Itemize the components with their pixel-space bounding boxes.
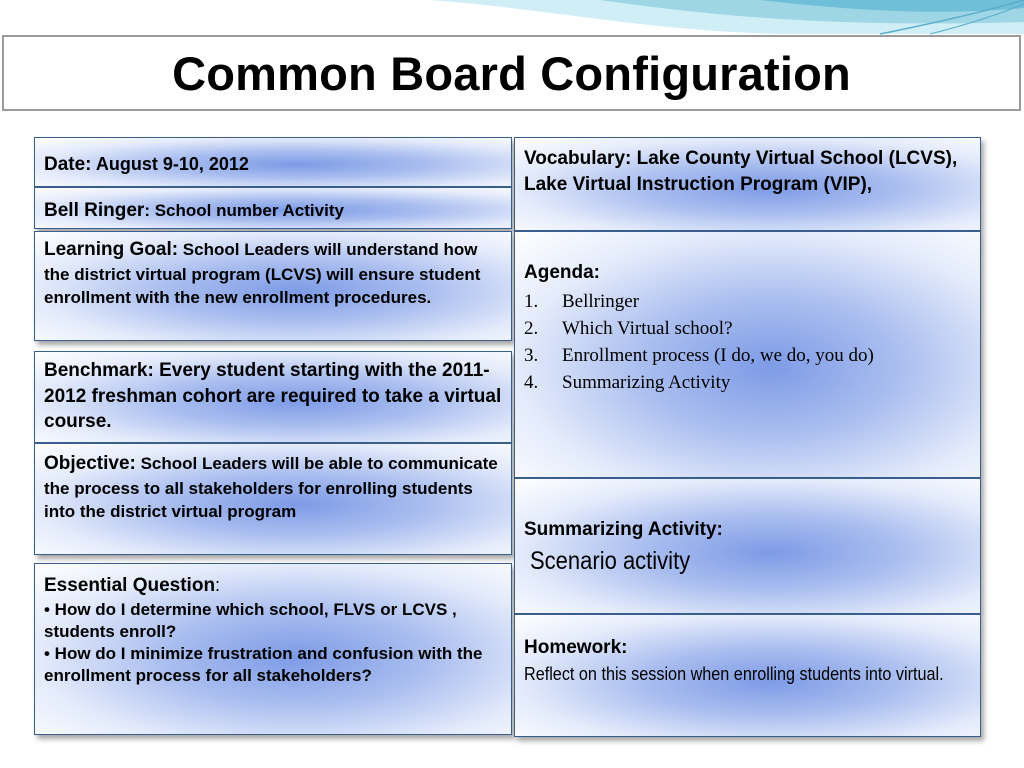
benchmark-box [34, 351, 512, 443]
learning-goal-box [34, 231, 512, 341]
page-title: Common Board Configuration [172, 46, 851, 100]
objective-box [34, 443, 512, 555]
objective-label: Objective: [44, 453, 136, 474]
header-swoosh-decoration [0, 0, 1024, 40]
vocabulary-label: Vocabulary: [524, 148, 632, 169]
summarizing-activity-value: Scenario activity [530, 546, 691, 575]
learning-goal-label: Learning Goal: [44, 239, 179, 260]
essential-question-colon: : [215, 575, 221, 595]
summarizing-activity-box [514, 478, 981, 614]
vocabulary-value: Lake County Virtual School (LCVS), Lake Virtual Instruction Program (VIP), [524, 148, 958, 195]
agenda-item-text: Enrollment process (I do, we do, you do) [562, 344, 874, 366]
agenda-item [524, 370, 972, 397]
essential-question-label: Essential Question [44, 575, 216, 596]
benchmark-value: Every student starting with the 2011-2012 freshman cohort are required to take a virtual course. [44, 360, 502, 433]
learning-goal-value: School Leaders will understand how the district virtual program (LCVS) will ensure student enrollment with the new enrollment procedures. [44, 240, 481, 308]
homework-label: Homework: [524, 637, 628, 658]
bell-ringer-box [34, 187, 512, 229]
agenda-item-number: 3. [524, 344, 539, 366]
objective-value: School Leaders will be able to communicate the process to all stakeholders for enrolling students into the district virtual program [44, 454, 498, 522]
date-label: Date: [44, 154, 92, 175]
agenda-label: Agenda: [524, 262, 600, 283]
summarizing-activity-label: Summarizing Activity: [524, 519, 723, 540]
essential-question-bullet: • How do I minimize frustration and confusion with the enrollment process for all stakeholders? [44, 643, 483, 685]
agenda-item-text: Bellringer [562, 290, 640, 312]
homework-box [514, 614, 981, 737]
agenda-item [524, 316, 972, 343]
agenda-item [524, 289, 972, 316]
date-box [34, 137, 512, 187]
bell-ringer-value: : School number Activity [144, 201, 344, 220]
agenda-item-text: Which Virtual school? [562, 317, 733, 339]
bell-ringer-label: Bell Ringer [44, 200, 145, 221]
agenda-item-number: 4. [524, 371, 539, 393]
essential-question-bullet: • How do I determine which school, FLVS or LCVS , students enroll? [44, 599, 457, 641]
title-bar [2, 35, 1021, 111]
vocabulary-box [514, 137, 981, 231]
agenda-item [524, 343, 972, 370]
homework-value: Reflect on this session when enrolling students into virtual. [524, 663, 944, 684]
agenda-item-number: 2. [524, 317, 539, 339]
date-value: August 9-10, 2012 [91, 154, 249, 174]
essential-question-box [34, 563, 512, 735]
agenda-box [514, 231, 981, 478]
agenda-item-number: 1. [524, 290, 539, 312]
agenda-item-text: Summarizing Activity [562, 371, 731, 393]
benchmark-label: Benchmark: [44, 360, 154, 381]
agenda-list [524, 289, 972, 397]
